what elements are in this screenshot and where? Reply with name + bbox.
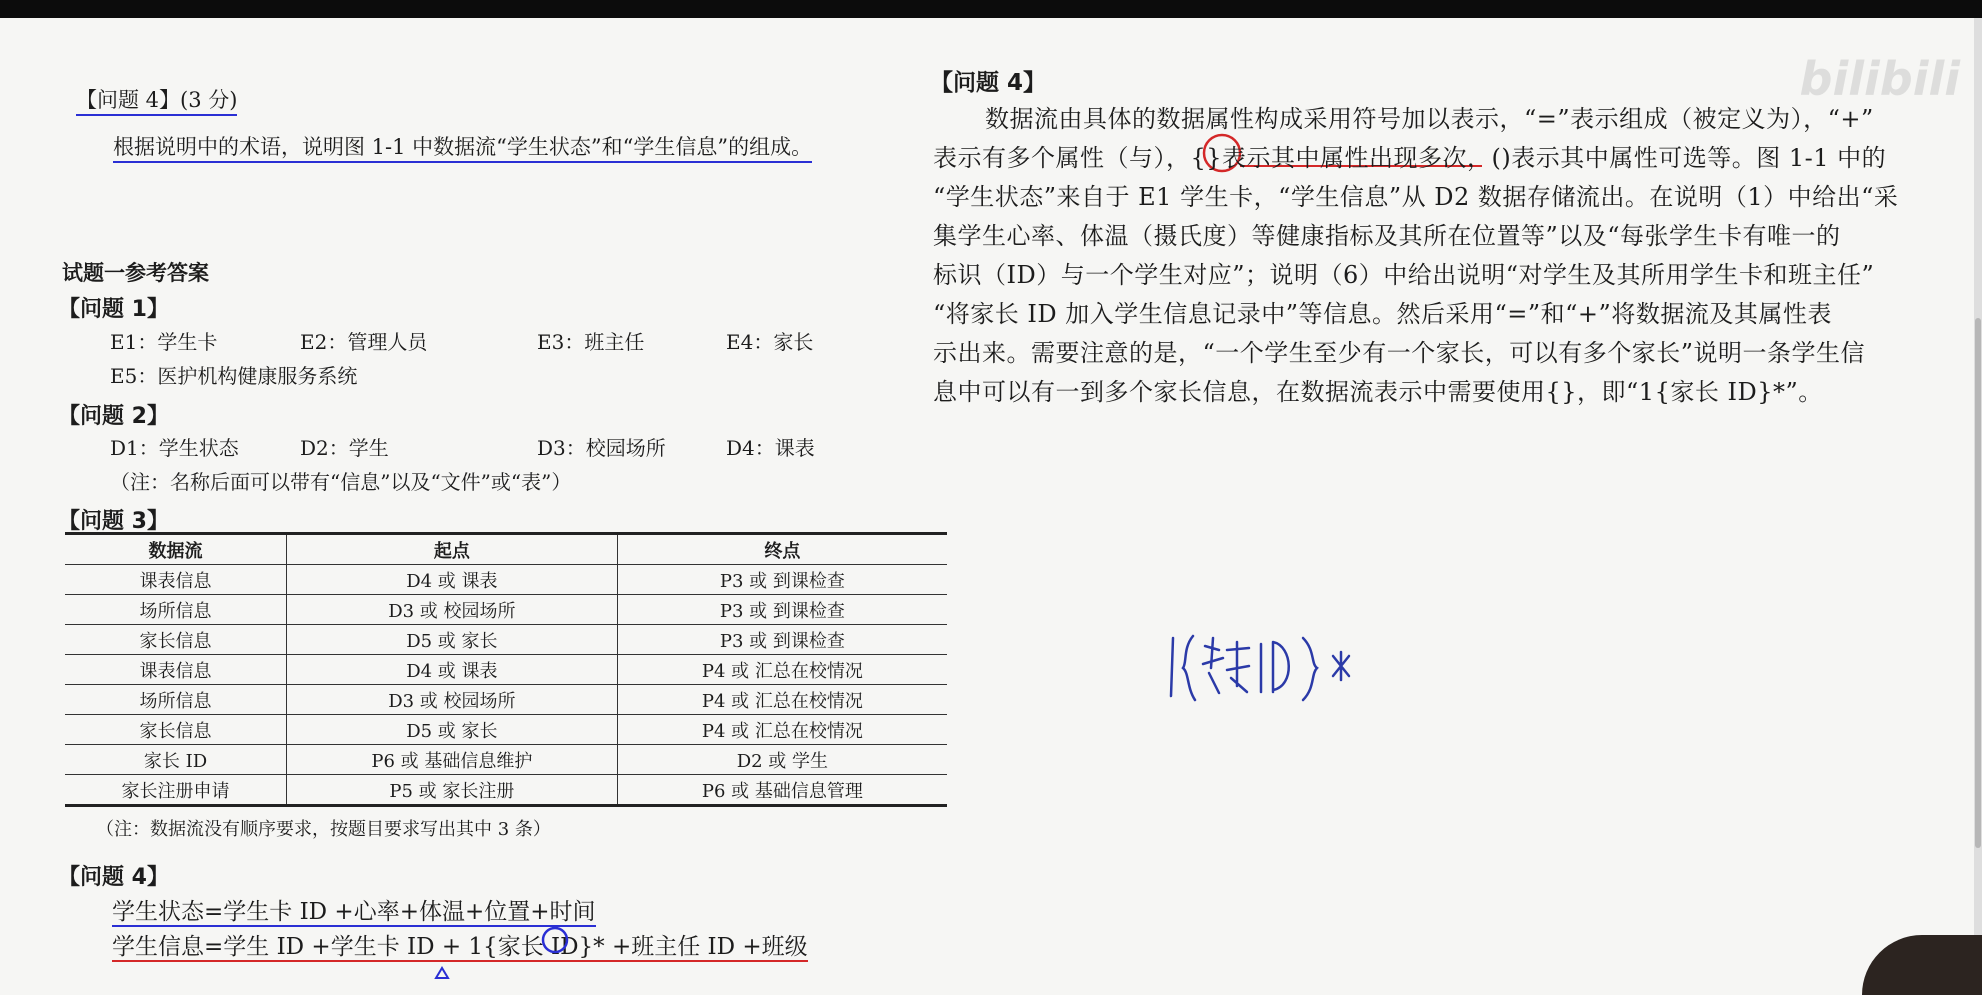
- q1-label: 【问题 1】: [58, 297, 169, 322]
- table-cell: D4 或 课表: [287, 565, 618, 595]
- explanation-line: 数据流由具体的数据属性构成采用符号加以表示，“=”表示组成（被定义为），“+”: [985, 105, 1874, 133]
- table-cell: D3 或 校园场所: [287, 595, 618, 625]
- table-header: 终点: [617, 534, 947, 565]
- q2-item: D4：课表: [726, 436, 815, 460]
- table-cell: 家长信息: [65, 715, 287, 745]
- q3-label: 【问题 3】: [58, 509, 169, 534]
- explanation-line: 示出来。需要注意的是，“一个学生至少有一个家长，可以有多个家长”说明一条学生信: [933, 339, 1866, 367]
- table-header: 数据流: [65, 534, 287, 565]
- pen-mark: [436, 968, 448, 978]
- table-cell: P6 或 基础信息维护: [287, 745, 618, 775]
- table-cell: P5 或 家长注册: [287, 775, 618, 806]
- q3-note: （注：数据流没有顺序要求，按题目要求写出其中 3 条）: [96, 819, 551, 840]
- answer-title: 试题一参考答案: [62, 261, 209, 285]
- bilibili-watermark: bilibili: [1799, 52, 1960, 106]
- q2-label: 【问题 2】: [58, 404, 169, 429]
- table-cell: 场所信息: [65, 685, 287, 715]
- formula-text: 学生信息=学生 ID +学生卡 ID + 1{家长 ID}* +班主任 ID +班级: [112, 934, 808, 960]
- explanation-line: “学生状态”来自于 E1 学生卡，“学生信息”从 D2 数据存储流出。在说明（1）中给出“采: [933, 183, 1899, 211]
- handwritten-annotation: [1165, 618, 1385, 708]
- q2-item: D1：学生状态: [110, 436, 239, 460]
- table-cell: 家长注册申请: [65, 775, 287, 806]
- explanation-line: 表示有多个属性（与），{}表示其中属性出现多次，()表示其中属性可选等。图 1-1 中的: [933, 144, 1887, 172]
- table-cell: 家长信息: [65, 625, 287, 655]
- table-cell: 课表信息: [65, 655, 287, 685]
- explanation-line: “将家长 ID 加入学生信息记录中”等信息。然后采用“=”和“+”将数据流及其属性表: [933, 300, 1832, 328]
- pen-circle: [543, 928, 567, 952]
- table-cell: 场所信息: [65, 595, 287, 625]
- q2-note: （注：名称后面可以带有“信息”以及“文件”或“表”）: [110, 470, 572, 494]
- q4-answer-label: 【问题 4】: [58, 865, 169, 890]
- table-cell: D5 或 家长: [287, 625, 618, 655]
- table-cell: D3 或 校园场所: [287, 685, 618, 715]
- table-cell: 家长 ID: [65, 745, 287, 775]
- explanation-line: 集学生心率、体温（摄氏度）等健康指标及其所在位置等”以及“每张学生卡有唯一的: [933, 222, 1841, 250]
- table-cell: P4 或 汇总在校情况: [617, 715, 947, 745]
- q1-item: E1：学生卡: [110, 330, 218, 354]
- table-cell: P3 或 到课检查: [617, 625, 947, 655]
- right-question-4-title: 【问题 4】: [930, 70, 1047, 96]
- q1-item: E3：班主任: [537, 330, 645, 354]
- q1-item: E4：家长: [726, 330, 814, 354]
- explanation-line: 息中可以有一到多个家长信息，在数据流表示中需要使用{}，即“1{家长 ID}*”。: [933, 378, 1823, 406]
- explanation-line: 标识（ID）与一个学生对应”；说明（6）中给出说明“对学生及其所用学生卡和班主任”: [933, 261, 1875, 289]
- table-cell: 课表信息: [65, 565, 287, 595]
- q1-item: E5：医护机构健康服务系统: [110, 364, 358, 388]
- q2-item: D3：校园场所: [537, 436, 666, 460]
- table-cell: P3 或 到课检查: [617, 595, 947, 625]
- table-cell: P4 或 汇总在校情况: [617, 655, 947, 685]
- q2-item: D2：学生: [300, 436, 389, 460]
- table-cell: P6 或 基础信息管理: [617, 775, 947, 806]
- table-cell: D2 或 学生: [617, 745, 947, 775]
- table-cell: D5 或 家长: [287, 715, 618, 745]
- question-4-header: 【问题 4】(3 分): [76, 84, 237, 116]
- formula-text: 学生状态=学生卡 ID +心率+体温+位置+时间: [112, 899, 596, 925]
- table-cell: D4 或 课表: [287, 655, 618, 685]
- question-4-prompt: 根据说明中的术语，说明图 1-1 中数据流“学生状态”和“学生信息”的组成。: [113, 131, 812, 163]
- table-header: 起点: [287, 534, 618, 565]
- table-cell: P4 或 汇总在校情况: [617, 685, 947, 715]
- q1-item: E2：管理人员: [300, 330, 428, 354]
- table-cell: P3 或 到课检查: [617, 565, 947, 595]
